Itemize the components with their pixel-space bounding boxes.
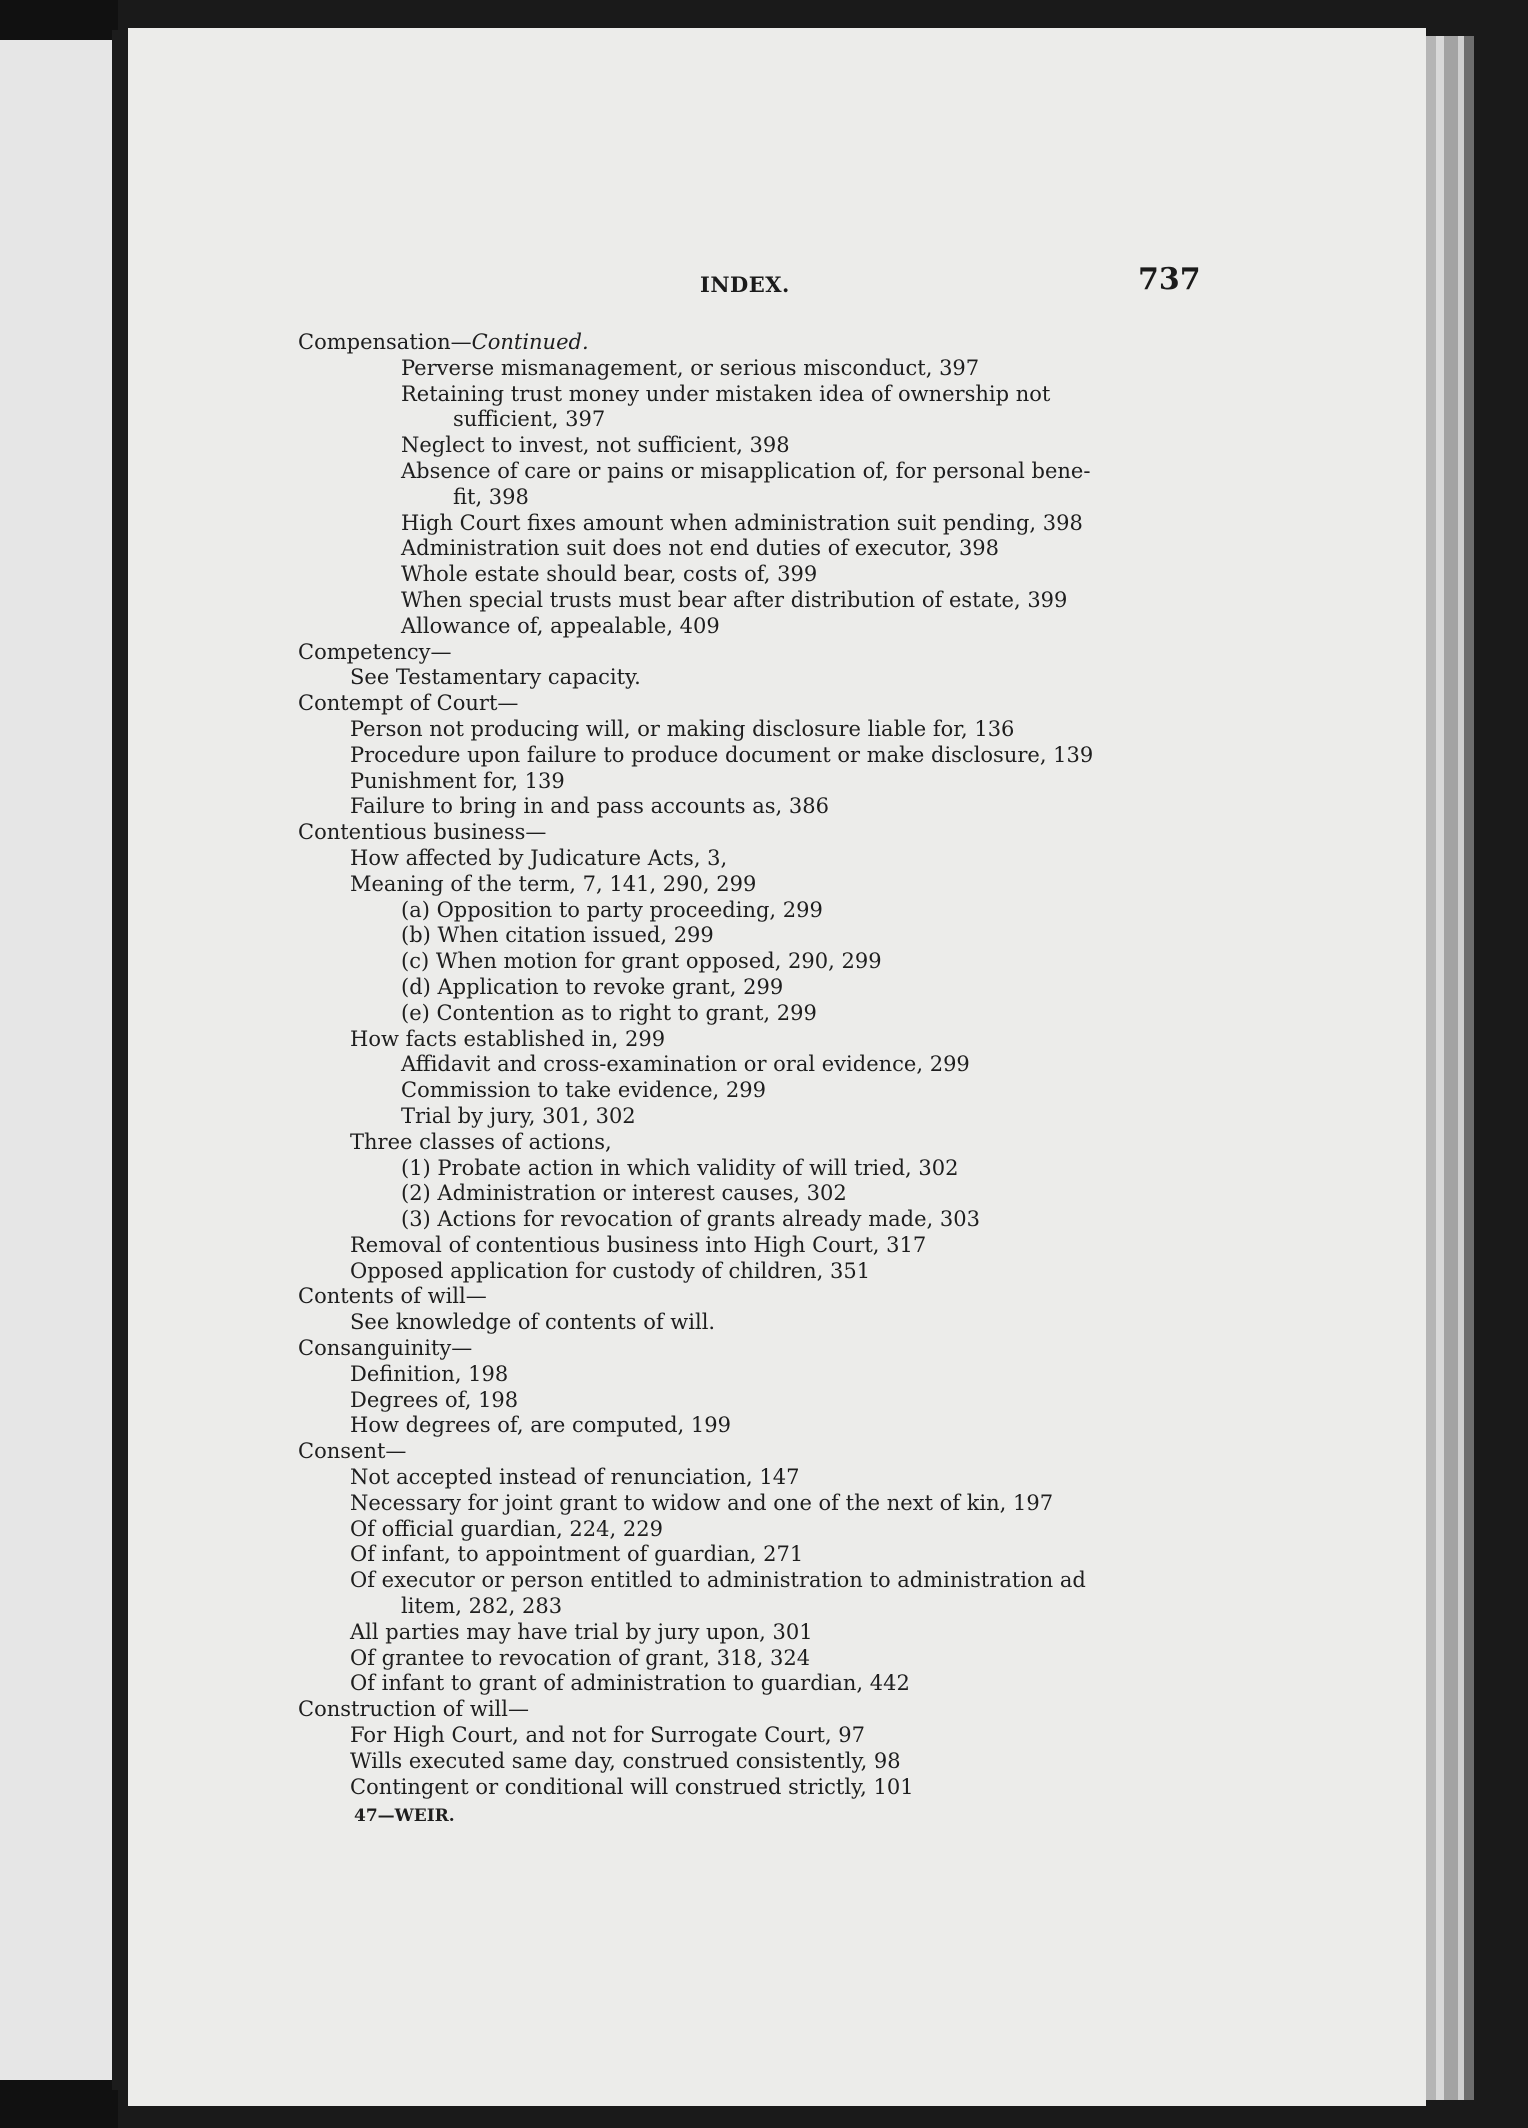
- entry-text: Trial by jury, 301, 302: [401, 1103, 636, 1128]
- index-subentry: [298, 1259, 1198, 1285]
- entry-text: Three classes of actions,: [350, 1129, 612, 1154]
- entry-text: Opposed application for custody of children, 351: [350, 1258, 871, 1283]
- page-edge-stack: [1426, 36, 1436, 2100]
- entry-text: (3) Actions for revocation of grants already made, 303: [401, 1207, 980, 1232]
- entry-text: Allowance of, appealable, 409: [401, 613, 720, 638]
- index-heading: [298, 1697, 1198, 1723]
- entry-text: Affidavit and cross-examination or oral evidence, 299: [401, 1052, 970, 1077]
- entry-text: Not accepted instead of renunciation, 147: [350, 1465, 800, 1490]
- index-subentry: [298, 485, 1198, 511]
- signature-mark: 47—WEIR.: [354, 1806, 455, 1826]
- entry-text: See Testamentary capacity.: [350, 665, 641, 690]
- index-subentry: [298, 1233, 1198, 1259]
- index-subentry: [298, 1388, 1198, 1414]
- index-subentry: [298, 898, 1198, 924]
- index-subentry: [298, 1517, 1198, 1543]
- index-subentry: [298, 588, 1198, 614]
- entry-text: Neglect to invest, not sufficient, 398: [401, 433, 790, 458]
- entry-text: All parties may have trial by jury upon, 301: [350, 1619, 813, 1644]
- index-subentry: [298, 562, 1198, 588]
- entry-text: See knowledge of contents of will.: [350, 1310, 716, 1335]
- entry-text: Consanguinity—: [298, 1336, 473, 1361]
- entry-text: Contempt of Court—: [298, 691, 519, 716]
- page-number: 737: [1138, 262, 1201, 297]
- entry-text: Degrees of, 198: [350, 1387, 519, 1412]
- index-subentry: [298, 949, 1198, 975]
- index-subentry: [298, 1207, 1198, 1233]
- entry-text: Person not producing will, or making disclosure liable for, 136: [350, 716, 1015, 741]
- entry-text: How facts established in, 299: [350, 1026, 666, 1051]
- entry-text: (e) Contention as to right to grant, 299: [401, 1000, 817, 1025]
- index-subentry: [298, 407, 1198, 433]
- facing-page-edge: [0, 40, 112, 2080]
- entry-text: Necessary for joint grant to widow and one of the next of kin, 197: [350, 1490, 1054, 1515]
- entry-text: How degrees of, are computed, 199: [350, 1413, 731, 1438]
- index-heading: [298, 640, 1198, 666]
- entry-text: (2) Administration or interest causes, 302: [401, 1181, 847, 1206]
- index-subentry: [298, 1671, 1198, 1697]
- entry-text: Contingent or conditional will construed strictly, 101: [350, 1774, 914, 1799]
- index-subentry: [298, 1723, 1198, 1749]
- entry-text: Retaining trust money under mistaken idea of ownership not: [401, 381, 1051, 406]
- index-subentry: [298, 975, 1198, 1001]
- entry-text: How affected by Judicature Acts, 3,: [350, 845, 728, 870]
- index-subentry: [298, 1620, 1198, 1646]
- entry-text: fit, 398: [453, 484, 529, 509]
- index-subentry: [298, 1130, 1198, 1156]
- entry-text: High Court fixes amount when administration suit pending, 398: [401, 510, 1083, 535]
- index-subentry: [298, 459, 1198, 485]
- entry-text: Of infant to grant of administration to guardian, 442: [350, 1671, 910, 1696]
- entry-text: Of official guardian, 224, 229: [350, 1516, 663, 1541]
- entry-text: (d) Application to revoke grant, 299: [401, 974, 784, 999]
- page-edge-stack: [1464, 36, 1474, 2100]
- index-subentry: [298, 1749, 1198, 1775]
- index-subentry: [298, 433, 1198, 459]
- entry-text: Wills executed same day, construed consistently, 98: [350, 1748, 901, 1773]
- index-subentry: [298, 382, 1198, 408]
- index-heading: [298, 820, 1198, 846]
- index-subentry: [298, 872, 1198, 898]
- index-subentry: [298, 1181, 1198, 1207]
- index-heading: [298, 1284, 1198, 1310]
- index-subentry: [298, 846, 1198, 872]
- index-subentry: [298, 743, 1198, 769]
- entry-text: Perverse mismanagement, or serious misconduct, 397: [401, 355, 980, 380]
- index-subentry: [298, 665, 1198, 691]
- index-subentry: [298, 1001, 1198, 1027]
- index-subentry: [298, 1646, 1198, 1672]
- index-heading: [298, 1336, 1198, 1362]
- book-binding-gutter: [112, 30, 128, 2090]
- entry-text: Administration suit does not end duties of executor, 398: [401, 536, 1000, 561]
- index-subentry: [298, 1310, 1198, 1336]
- index-subentry: [298, 1052, 1198, 1078]
- entry-text: Absence of care or pains or misapplication of, for personal bene-: [401, 458, 1091, 483]
- index-subentry: [298, 1542, 1198, 1568]
- entry-text: Commission to take evidence, 299: [401, 1078, 766, 1103]
- running-head: INDEX.: [700, 272, 790, 297]
- entry-text: (b) When citation issued, 299: [401, 923, 714, 948]
- entry-text: Removal of contentious business into High Court, 317: [350, 1232, 927, 1257]
- entry-text: Contents of will—: [298, 1284, 487, 1309]
- index-subentry: [298, 1156, 1198, 1182]
- entry-text: Of infant, to appointment of guardian, 271: [350, 1542, 804, 1567]
- index-subentry: [298, 511, 1198, 537]
- entry-text: Whole estate should bear, costs of, 399: [401, 562, 818, 587]
- index-subentry: [298, 614, 1198, 640]
- entry-text: Contentious business—: [298, 820, 547, 845]
- page-edge-stack: [1436, 36, 1444, 2100]
- entry-text: Definition, 198: [350, 1361, 509, 1386]
- entry-text: Punishment for, 139: [350, 768, 565, 793]
- index-subentry: [298, 1491, 1198, 1517]
- index-subentry: [298, 1362, 1198, 1388]
- index-subentry: [298, 1594, 1198, 1620]
- index-subentry: [298, 1027, 1198, 1053]
- entry-text: Compensation—: [298, 330, 472, 354]
- scanner-background-right: [1474, 0, 1528, 2128]
- index-subentry: [298, 1465, 1198, 1491]
- entry-text: Failure to bring in and pass accounts as, 386: [350, 794, 829, 819]
- index-subentry: [298, 923, 1198, 949]
- entry-text: sufficient, 397: [453, 407, 606, 432]
- entry-text: Consent—: [298, 1439, 407, 1464]
- index-heading: [298, 1439, 1198, 1465]
- entry-text: (1) Probate action in which validity of will tried, 302: [401, 1155, 959, 1180]
- index-heading: [298, 330, 1198, 356]
- index-subentry: [298, 536, 1198, 562]
- index-subentry: [298, 1775, 1198, 1801]
- entry-text: Of executor or person entitled to administration to administration ad: [350, 1568, 1086, 1593]
- index-subentry: [298, 356, 1198, 382]
- entry-text: For High Court, and not for Surrogate Court, 97: [350, 1723, 866, 1748]
- index-subentry: [298, 769, 1198, 795]
- entry-text: Meaning of the term, 7, 141, 290, 299: [350, 871, 757, 896]
- entry-text: Construction of will—: [298, 1697, 529, 1722]
- entry-text: litem, 282, 283: [401, 1594, 563, 1619]
- entry-text: When special trusts must bear after distribution of estate, 399: [401, 587, 1068, 612]
- index-subentry: [298, 794, 1198, 820]
- index-subentry: [298, 1078, 1198, 1104]
- index-subentry: [298, 717, 1198, 743]
- index-subentry: [298, 1104, 1198, 1130]
- entry-text: Competency—: [298, 639, 452, 664]
- entry-text: Procedure upon failure to produce document or make disclosure, 139: [350, 742, 1094, 767]
- page-edge-stack: [1444, 36, 1458, 2100]
- continued-marker: Continued.: [471, 330, 589, 354]
- entry-text: (a) Opposition to party proceeding, 299: [401, 897, 823, 922]
- index-subentry: [298, 1413, 1198, 1439]
- index-subentry: [298, 1568, 1198, 1594]
- index-heading: [298, 691, 1198, 717]
- entry-text: Of grantee to revocation of grant, 318, 324: [350, 1645, 811, 1670]
- index-entries: [298, 330, 1198, 1800]
- entry-text: (c) When motion for grant opposed, 290, 299: [401, 949, 882, 974]
